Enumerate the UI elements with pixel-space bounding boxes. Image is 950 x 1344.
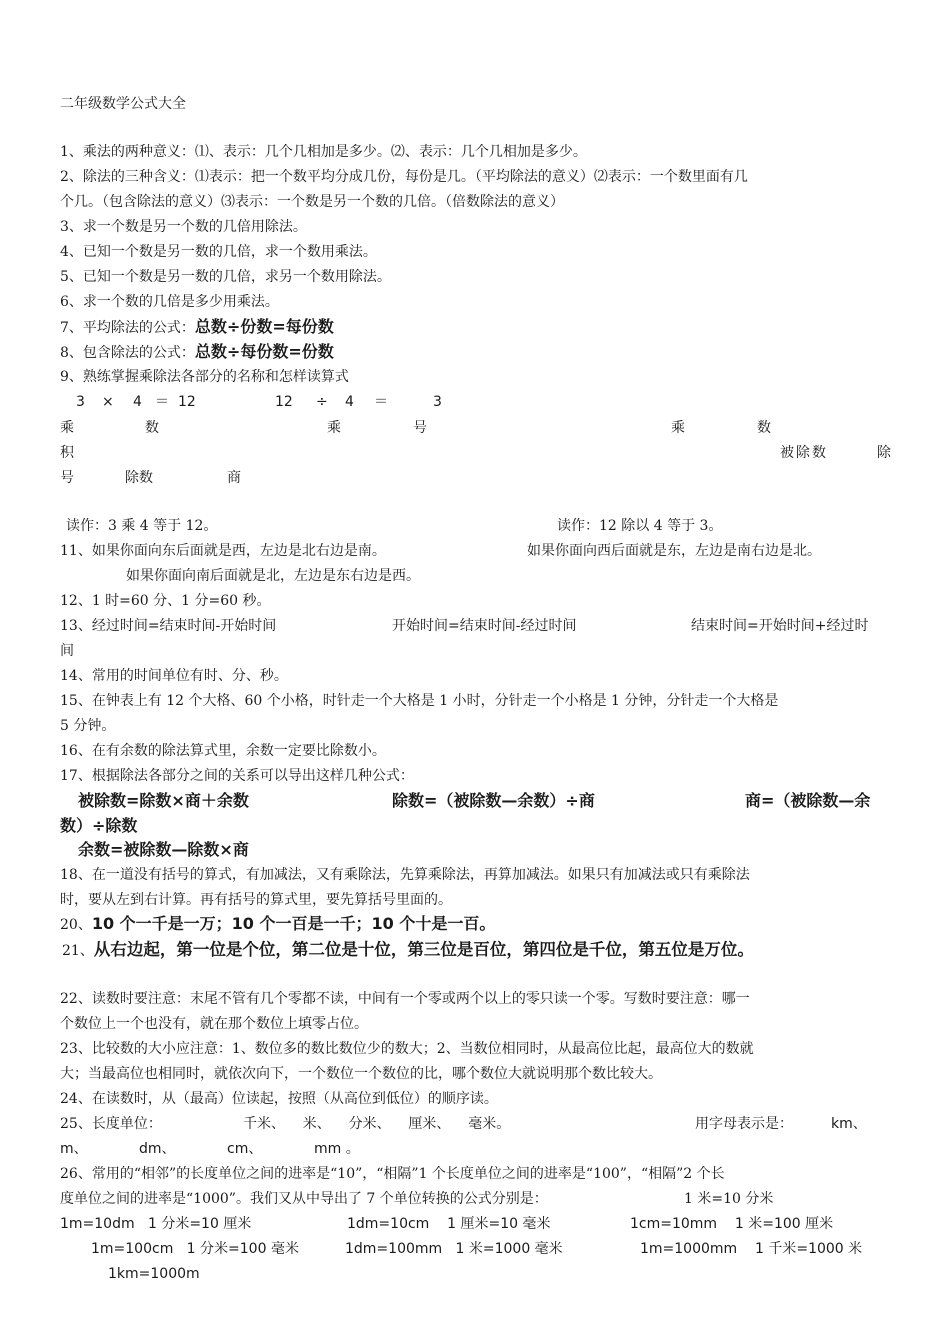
item-6: 6、求一个数的几倍是多少用乘法。 xyxy=(60,294,279,310)
item-13-b: 开始时间=结束时间-经过时间 xyxy=(392,618,577,634)
eq-d3: 3 xyxy=(433,394,442,410)
item-8-formula: 总数÷每份数=份数 xyxy=(194,342,334,361)
eq-times: × xyxy=(102,394,114,410)
formula-4: 余数=被除数—除数×商 xyxy=(78,840,249,859)
conversion-2: 1dm=10cm 1 厘米=10 毫米 xyxy=(347,1216,551,1232)
item-13-c: 结束时间=开始时间+经过时 xyxy=(691,618,869,634)
item-3: 3、求一个数是另一个数的几倍用除法。 xyxy=(60,219,307,235)
item-17: 17、根据除法各部分之间的关系可以导出这样几种公式： xyxy=(60,768,414,784)
conversion-3: 1cm=10mm 1 米=100 厘米 xyxy=(630,1216,834,1232)
conversion-5: 1dm=100mm 1 米=1000 毫米 xyxy=(345,1241,563,1257)
item-20-label: 20、 xyxy=(60,917,92,933)
eq-equals-1: ＝ xyxy=(155,394,169,410)
item-7-label: 7、平均除法的公式： xyxy=(60,320,195,336)
eq-n3: 3 xyxy=(76,394,85,410)
item-7-formula: 总数÷份数=每份数 xyxy=(194,317,334,336)
item-14: 14、常用的时间单位有时、分、秒。 xyxy=(60,668,288,684)
item-26-line-2: 度单位之间的进率是“1000”。我们又从中导出了 7 个单位转换的公式分别是： xyxy=(60,1191,548,1207)
item-7 xyxy=(60,317,334,338)
unit-dm: dm、 xyxy=(139,1141,176,1157)
unit-km: km、 xyxy=(831,1116,867,1132)
read-multiply: 读作：3 乘 4 等于 12。 xyxy=(66,518,218,534)
item-5: 5、已知一个数是另一数的几倍，求另一个数用除法。 xyxy=(60,269,391,285)
item-21-text: 从右边起，第一位是个位，第二位是十位，第三位是百位，第四位是千位，第五位是万位。 xyxy=(93,940,754,959)
name-chushu: 除数 xyxy=(125,470,153,486)
conversion-6: 1m=1000mm 1 千米=1000 米 xyxy=(640,1241,863,1257)
item-1: 1、乘法的两种意义：⑴、表示：几个几相加是多少。⑵、表示：几个几相加是多少。 xyxy=(60,144,587,160)
formula-2: 除数=（被除数—余数）÷商 xyxy=(392,791,595,810)
item-21-label: 21、 xyxy=(62,943,94,959)
item-8-label: 8、包含除法的公式： xyxy=(60,345,195,361)
item-15-line-1: 15、在钟表上有 12 个大格、60 个小格，时针走一个大格是 1 小时，分针走一个小格是 1 分钟，分针走一个大格是 xyxy=(60,693,779,709)
item-11-b: 如果你面向西后面就是东，左边是南右边是北。 xyxy=(527,543,821,559)
item-26-line-1: 26、常用的“相邻”的长度单位之间的进率是“10”，“相隔”1 个长度单位之间的进率是“100”，“相隔”2 个长 xyxy=(60,1166,725,1182)
item-26-conv-0: 1 米=10 分米 xyxy=(684,1191,774,1207)
unit-m: m、 xyxy=(60,1141,88,1157)
item-25-units: 千米、 米、 分米、 厘米、 毫米。 xyxy=(243,1116,511,1132)
name-shang: 商 xyxy=(227,470,241,486)
item-11-c: 如果你面向南后面就是北，左边是东右边是西。 xyxy=(126,568,420,584)
read-divide: 读作：12 除以 4 等于 3。 xyxy=(557,518,723,534)
item-23-line-2: 大；当最高位也相同时，就依次向下，一个数位一个数位的比，哪个数位大就说明那个数比较大。 xyxy=(60,1066,662,1082)
eq-d4: 4 xyxy=(345,394,354,410)
formula-3-b: 数）÷除数 xyxy=(60,816,138,835)
name-hao: 号 xyxy=(413,420,427,436)
eq-equals-2: ＝ xyxy=(374,394,388,410)
item-20 xyxy=(60,914,495,935)
name-shu: 数 xyxy=(145,420,159,436)
name-cheng-2: 乘 xyxy=(327,420,341,436)
item-2-line-1: 2、除法的三种含义：⑴表示：把一个数平均分成几份，每份是几。（平均除法的意义）⑵表示：一个数里面有几 xyxy=(60,169,748,185)
item-18-line-1: 18、在一道没有括号的算式，有加减法，又有乘除法，先算乘除法，再算加减法。如果只有加减法或只有乘除法 xyxy=(60,867,750,883)
formula-1: 被除数=除数×商＋余数 xyxy=(78,791,249,810)
name-cheng-3: 乘 xyxy=(671,420,685,436)
item-18-line-2: 时，要从左到右计算。再有括号的算式里，要先算括号里面的。 xyxy=(60,892,452,908)
eq-d12: 12 xyxy=(275,394,293,410)
item-11-a: 11、如果你面向东后面就是西，左边是北右边是南。 xyxy=(60,543,386,559)
item-2-line-2: 个几。（包含除法的意义）⑶表示：一个数是另一个数的几倍。（倍数除法的意义） xyxy=(60,194,564,210)
item-4: 4、已知一个数是另一数的几倍，求一个数用乘法。 xyxy=(60,244,377,260)
conversion-1: 1m=10dm 1 分米=10 厘米 xyxy=(60,1216,252,1232)
conversion-4: 1m=100cm 1 分米=100 毫米 xyxy=(91,1241,299,1257)
name-shu-2: 数 xyxy=(757,420,771,436)
item-12: 12、1 时=60 分、1 分=60 秒。 xyxy=(60,593,271,609)
item-23-line-1: 23、比较数的大小应注意：1、数位多的数比数位少的数大；2、当数位相同时，从最高位比起，最高位大的数就 xyxy=(60,1041,754,1057)
item-15-line-2: 5 分钟。 xyxy=(60,718,116,734)
item-25-letters-label: 用字母表示是： xyxy=(695,1116,793,1132)
item-16: 16、在有余数的除法算式里，余数一定要比除数小。 xyxy=(60,743,386,759)
item-8 xyxy=(60,342,334,363)
conversion-7: 1km=1000m xyxy=(108,1266,200,1282)
name-ji: 积 xyxy=(60,445,74,461)
item-9: 9、熟练掌握乘除法各部分的名称和怎样读算式 xyxy=(60,369,349,385)
eq-div: ÷ xyxy=(316,394,328,410)
item-21 xyxy=(62,940,754,961)
unit-mm: mm 。 xyxy=(314,1141,360,1157)
doc-title: 二年级数学公式大全 xyxy=(60,96,186,112)
eq-n4: 4 xyxy=(133,394,142,410)
eq-n12: 12 xyxy=(178,394,196,410)
name-chu: 除 xyxy=(877,445,891,461)
item-20-text: 10 个一千是一万；10 个一百是一千；10 个十是一百。 xyxy=(91,914,496,933)
unit-cm: cm、 xyxy=(227,1141,263,1157)
formula-3-a: 商=（被除数—余 xyxy=(745,791,871,810)
name-cheng: 乘 xyxy=(60,420,74,436)
name-beichushu: 被除数 xyxy=(780,445,828,461)
item-25-label: 25、长度单位： xyxy=(60,1116,162,1132)
item-24: 24、在读数时，从（最高）位读起，按照（从高位到低位）的顺序读。 xyxy=(60,1091,498,1107)
name-hao-2: 号 xyxy=(60,470,74,486)
item-22-line-1: 22、读数时要注意：末尾不管有几个零都不读，中间有一个零或两个以上的零只读一个零。写数时要注意：哪一 xyxy=(60,991,750,1007)
item-13-a: 13、经过时间=结束时间-开始时间 xyxy=(60,618,277,634)
item-13-d: 间 xyxy=(60,643,74,659)
item-22-line-2: 个数位上一个也没有，就在那个数位上填零占位。 xyxy=(60,1016,368,1032)
